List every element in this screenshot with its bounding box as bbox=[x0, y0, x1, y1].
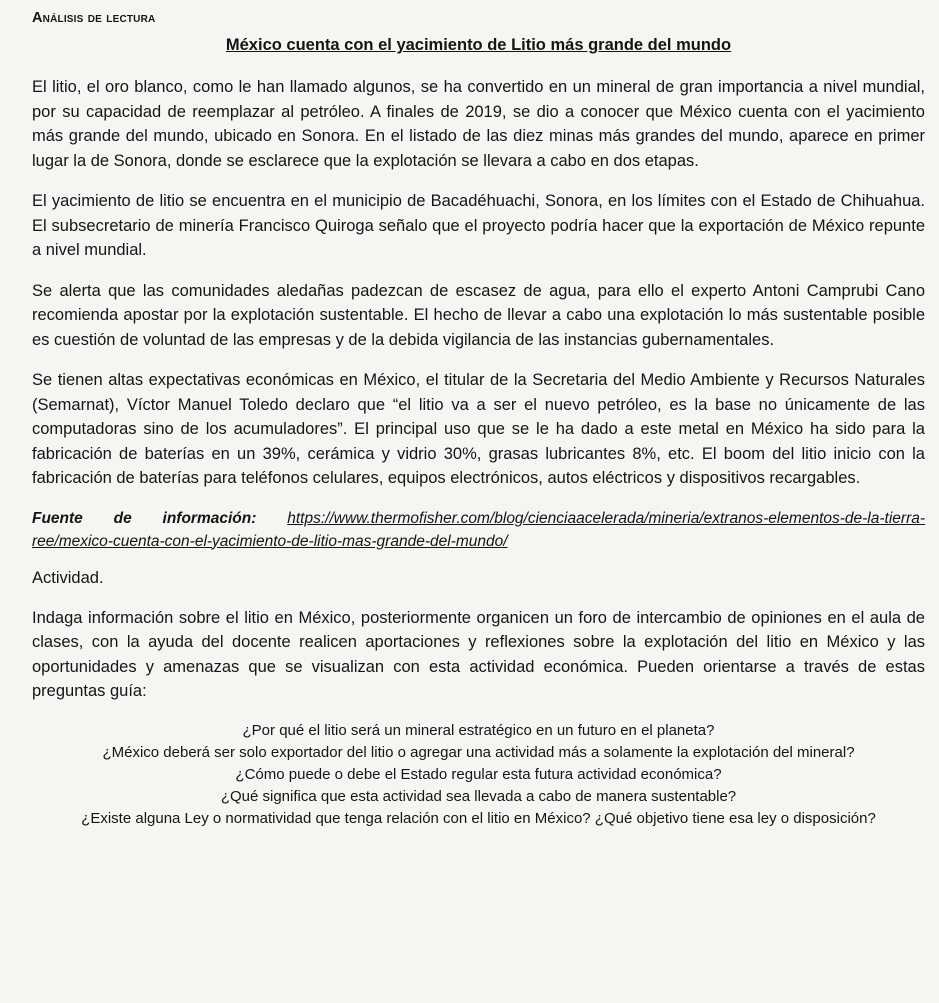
question-1: ¿Por qué el litio será un mineral estratégico en un futuro en el planeta? bbox=[242, 721, 715, 739]
source-label: Fuente de información: bbox=[32, 509, 257, 527]
paragraph-2: El yacimiento de litio se encuentra en el municipio de Bacadéhuachi, Sonora, en los límites con el Estado de Chihuahua. El subsecretario de minería Francisco Quiroga señalo que el proyecto podría hacer que la exportación de México repunte a nivel mundial. bbox=[32, 192, 925, 259]
source-link[interactable]: https://www.thermofisher.com/blog/cienciaacelerada/mineria/extranos-elementos-de-la-tierra-ree/mexico-cuenta-con-el-yacimiento-de-litio-mas-grande-del-mundo/ bbox=[32, 509, 926, 550]
activity-instructions: Indaga información sobre el litio en México, posteriormente organicen un foro de intercambio de opiniones en el aula de clases, con la ayuda del docente realicen aportaciones y reflexiones sobre la explotación del litio en México y las oportunidades y amenazas que se visualizan con esta actividad económica. Pueden orientarse a través de estas preguntas guía: bbox=[32, 608, 925, 700]
guide-questions bbox=[32, 720, 925, 830]
question-2: ¿México deberá ser solo exportador del litio o agregar una actividad más a solamente la explotación del mineral? bbox=[102, 743, 855, 761]
source-citation bbox=[32, 507, 925, 553]
question-4: ¿Qué significa que esta actividad sea llevada a cabo de manera sustentable? bbox=[220, 787, 737, 805]
section-heading: Análisis de lectura bbox=[32, 10, 156, 26]
paragraph-3: Se alerta que las comunidades aledañas padezcan de escasez de agua, para ello el experto Antoni Camprubi Cano recomienda apostar por la explotación sustentable. El hecho de llevar a cabo una explotación lo más sustentable posible es cuestión de voluntad de las empresas y de la debida vigilancia de las instancias gubernamentales. bbox=[32, 281, 925, 349]
paragraph-4: Se tienen altas expectativas económicas en México, el titular de la Secretaria del Medio Ambiente y Recursos Naturales (Semarnat), Víctor Manuel Toledo declaro que “el litio va a ser el nuevo petróleo, es la base no únicamente de las computadoras sino de los acumuladores”. El principal uso que se le ha dado a este metal en México ha sido para la fabricación de baterías en un 39%, cerámica y vidrio 30%, grasas lubricantes 8%, etc. El boom del litio inicio con la fabricación de baterías para teléfonos celulares, equipos electrónicos, autos eléctricos y dispositivos recargables. bbox=[32, 371, 925, 487]
article-title: México cuenta con el yacimiento de Litio más grande del mundo bbox=[225, 36, 732, 54]
question-5: ¿Existe alguna Ley o normatividad que tenga relación con el litio en México? ¿Qué objetivo tiene esa ley o disposición? bbox=[81, 809, 876, 827]
question-3: ¿Cómo puede o debe el Estado regular esta futura actividad económica? bbox=[235, 765, 722, 783]
activity-label: Actividad. bbox=[32, 568, 104, 587]
paragraph-1: El litio, el oro blanco, como le han llamado algunos, se ha convertido en un mineral de gran importancia a nivel mundial, por su capacidad de reemplazar al petróleo. A finales de 2019, se dio a conocer que México cuenta con el yacimiento más grande del mundo, ubicado en Sonora. En el listado de las diez minas más grandes del mundo, aparece en primer lugar la de Sonora, donde se esclarece que la explotación se llevara a cabo en dos etapas. bbox=[32, 78, 925, 170]
